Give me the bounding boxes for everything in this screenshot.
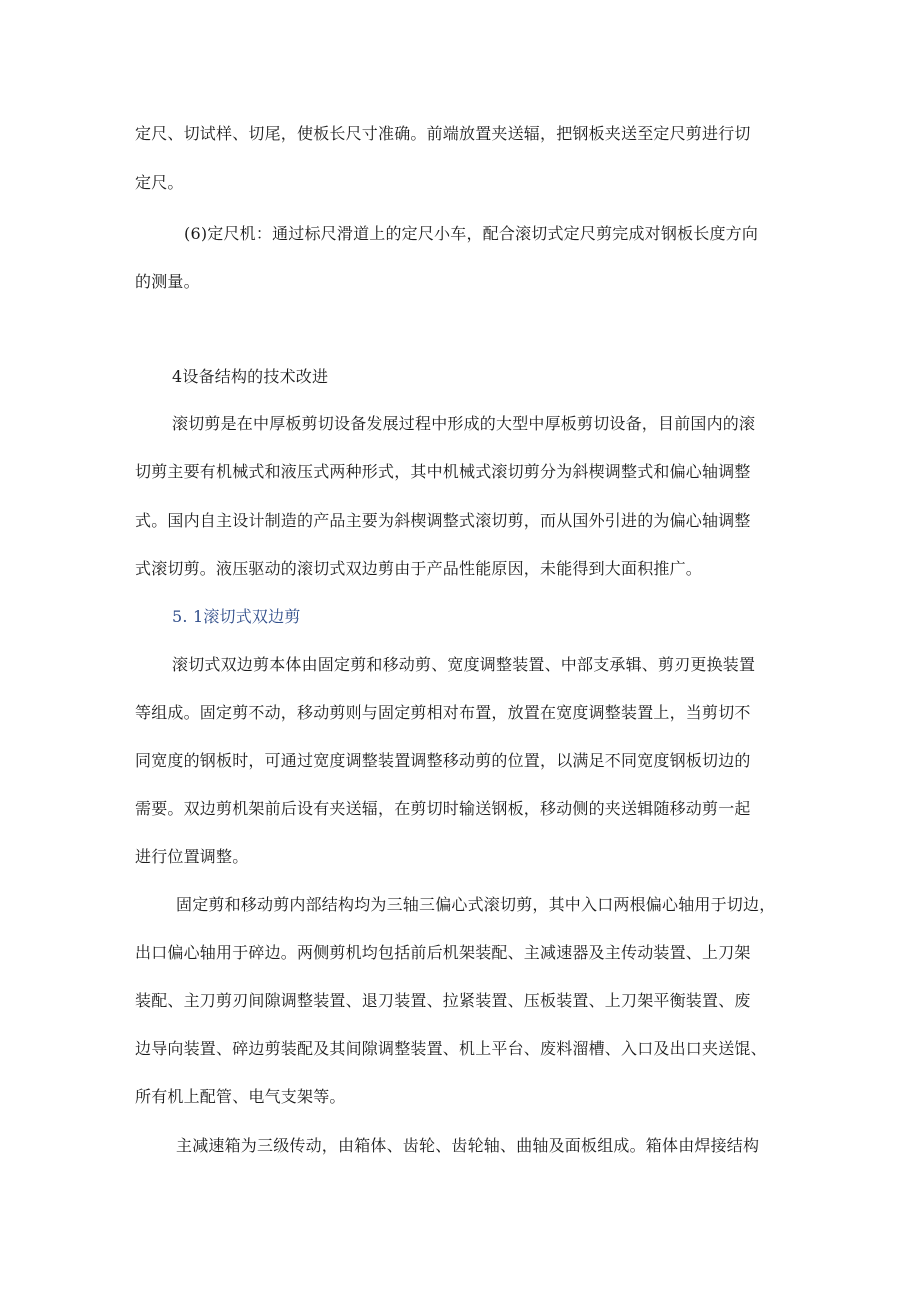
text-line: 同宽度的钢板时，可通过宽度调整装置调整移动剪的位置，以满足不同宽度钢板切边的	[135, 751, 751, 770]
text-line: 所有机上配管、电气支架等。	[135, 1087, 346, 1106]
text-line: 的测量。	[135, 272, 200, 291]
text-line: 式滚切剪。液压驱动的滚切式双边剪由于产品性能原因，未能得到大面积推广。	[135, 559, 703, 578]
text-line: 边导向装置、碎边剪装配及其间隙调整装置、机上平台、废料溜槽、入口及出口夹送馄、	[135, 1039, 767, 1058]
text-line: 主减速箱为三级传动，由箱体、齿轮、齿轮轴、曲轴及面板组成。箱体由焊接结构	[176, 1136, 760, 1155]
subsection-heading: 5. 1滚切式双边剪	[172, 607, 301, 626]
text-line: 装配、主刀剪刃间隙调整装置、退刀装置、拉紧装置、压板装置、上刀架平衡装置、废	[135, 991, 751, 1010]
text-line: 定尺、切试样、切尾，使板长尺寸准确。前端放置夹送辐，把钢板夹送至定尺剪进行切	[135, 124, 751, 143]
text-line: 定尺。	[135, 173, 184, 192]
text-line: (6)定尺机：通过标尺滑道上的定尺小车，配合滚切式定尺剪完成对钢板长度方向	[184, 224, 759, 243]
text-line: 式。国内自主设计制造的产品主要为斜楔调整式滚切剪，而从国外引进的为偏心轴调整	[135, 511, 751, 530]
text-line: 滚切剪是在中厚板剪切设备发展过程中形成的大型中厚板剪切设备，目前国内的滚	[172, 414, 756, 433]
text-line: 滚切式双边剪本体由固定剪和移动剪、宽度调整装置、中部支承辑、剪刃更换装置	[172, 655, 756, 674]
text-line: 出口偏心轴用于碎边。两侧剪机均包括前后机架装配、主减速器及主传动装置、上刀架	[135, 943, 751, 962]
text-line: 进行位置调整。	[135, 847, 249, 866]
text-line: 固定剪和移动剪内部结构均为三轴三偏心式滚切剪，其中入口两根偏心轴用于切边，	[176, 895, 776, 914]
section-heading: 4设备结构的技术改进	[172, 367, 329, 386]
text-line: 等组成。固定剪不动，移动剪则与固定剪相对布置，放置在宽度调整装置上，当剪切不	[135, 703, 751, 722]
text-line: 切剪主要有机械式和液压式两种形式，其中机械式滚切剪分为斜楔调整式和偏心轴调整	[135, 462, 751, 481]
text-line: 需要。双边剪机架前后设有夹送辐，在剪切时输送钢板，移动侧的夹送辑随移动剪一起	[135, 799, 751, 818]
